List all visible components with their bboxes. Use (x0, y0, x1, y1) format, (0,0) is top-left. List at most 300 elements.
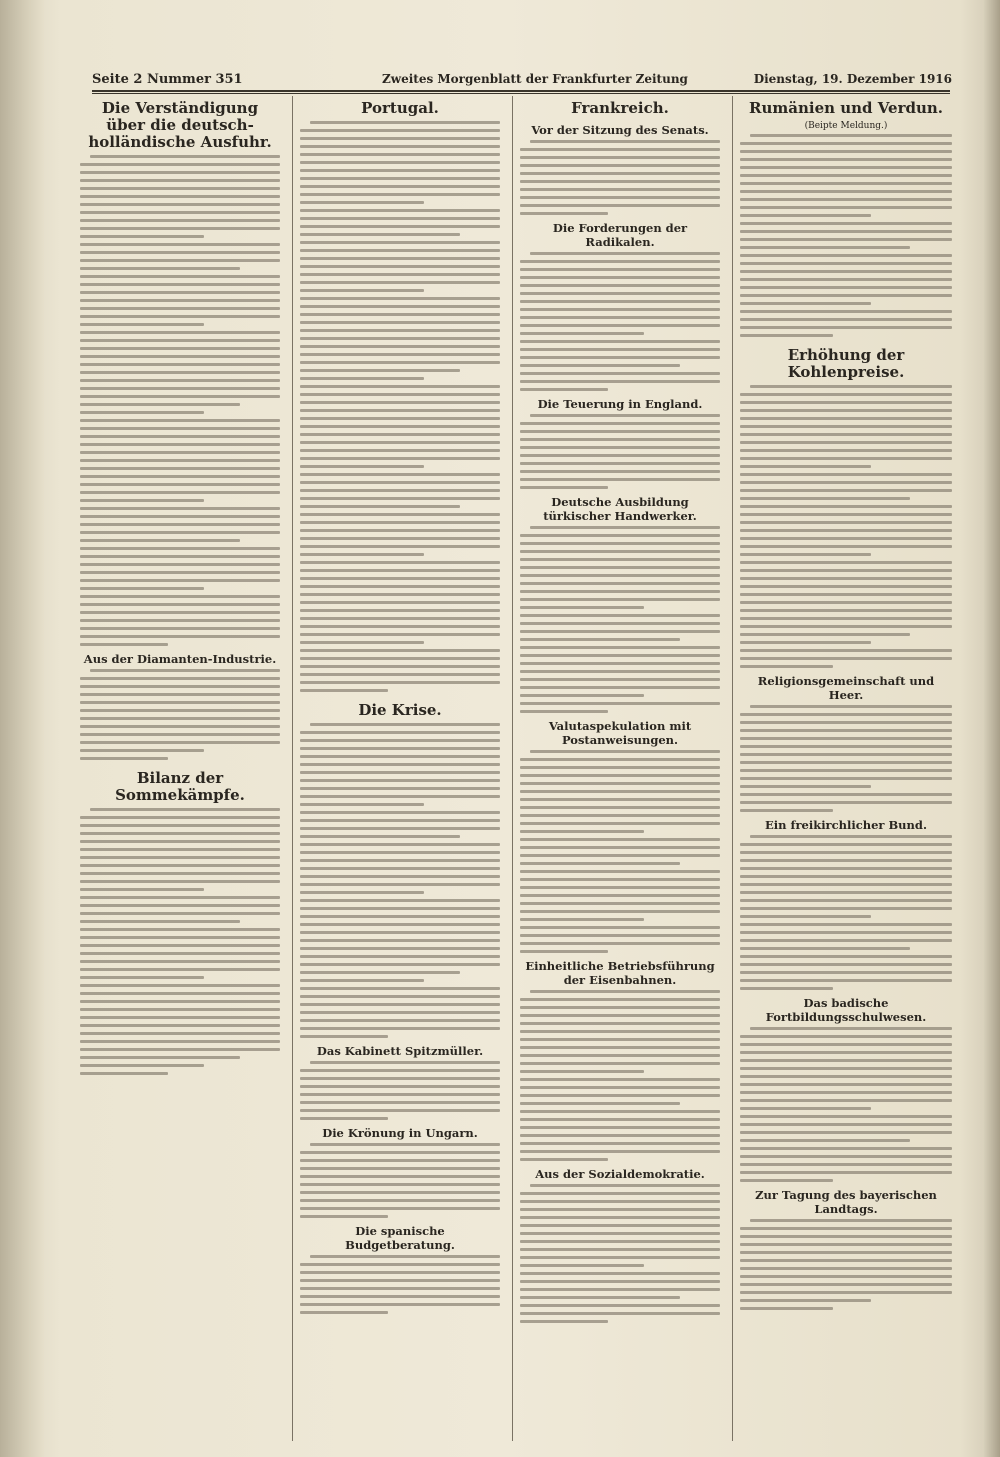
text-line (740, 963, 952, 966)
text-line (520, 1256, 720, 1259)
text-line (300, 875, 500, 878)
text-line (740, 302, 871, 305)
text-line (80, 1000, 280, 1003)
text-line (520, 470, 720, 473)
text-line (750, 705, 952, 708)
text-line (520, 798, 720, 801)
text-line (80, 379, 280, 382)
text-line (520, 598, 720, 601)
text-line (530, 526, 720, 529)
text-line (520, 1280, 720, 1283)
text-line (80, 243, 280, 246)
text-line (300, 241, 500, 244)
text-line (300, 625, 500, 628)
text-line (520, 1248, 720, 1251)
text-line (300, 225, 500, 228)
article-body (520, 526, 720, 713)
text-line (300, 361, 500, 364)
text-line (300, 771, 500, 774)
text-line (80, 936, 280, 939)
text-line (80, 483, 280, 486)
text-line (740, 1115, 952, 1118)
text-line (300, 1303, 500, 1306)
text-line (740, 899, 952, 902)
text-line (750, 1027, 952, 1030)
text-line (520, 308, 720, 311)
page-edge (984, 0, 1000, 1457)
text-line (740, 737, 952, 740)
text-line (300, 763, 500, 766)
text-line (300, 1077, 500, 1080)
text-line (80, 171, 280, 174)
text-line (300, 617, 500, 620)
article-subhead: Die Krönung in Ungarn. (322, 1126, 478, 1140)
column-3 (520, 96, 720, 1446)
text-line (520, 678, 720, 681)
text-line (80, 339, 280, 342)
text-line (300, 169, 500, 172)
article-body (520, 252, 720, 391)
text-line (80, 211, 280, 214)
text-line (520, 918, 644, 921)
text-line (300, 1191, 500, 1194)
article-body (740, 835, 952, 990)
text-line (520, 372, 720, 375)
text-line (520, 324, 720, 327)
text-line (80, 555, 280, 558)
article-body (740, 385, 952, 668)
text-line (520, 878, 720, 881)
text-line (80, 1040, 280, 1043)
text-line (740, 393, 952, 396)
text-line (520, 1312, 720, 1315)
text-line (80, 824, 280, 827)
text-line (80, 693, 280, 696)
text-line (80, 411, 204, 414)
text-line (80, 195, 280, 198)
text-line (80, 539, 240, 542)
text-line (520, 1192, 720, 1195)
text-line (520, 1216, 720, 1219)
article-body (740, 134, 952, 337)
text-line (520, 380, 720, 383)
text-line (300, 739, 500, 742)
text-line (740, 142, 952, 145)
text-line (300, 827, 500, 830)
text-line (520, 316, 720, 319)
column-divider (292, 96, 293, 1441)
text-line (300, 409, 500, 412)
text-line (520, 638, 680, 641)
text-line (740, 971, 952, 974)
text-line (80, 685, 280, 688)
text-line (740, 481, 952, 484)
text-line (520, 790, 720, 793)
text-line (740, 417, 952, 420)
text-line (740, 979, 952, 982)
text-line (80, 709, 280, 712)
text-line (80, 1024, 280, 1027)
text-line (300, 883, 500, 886)
text-line (740, 1171, 952, 1174)
text-line (740, 1139, 910, 1142)
text-line (520, 1158, 608, 1161)
text-line (80, 427, 280, 430)
text-line (300, 185, 500, 188)
text-line (300, 915, 500, 918)
text-line (520, 364, 680, 367)
text-line (80, 840, 280, 843)
text-line (520, 188, 720, 191)
text-line (520, 862, 680, 865)
text-line (740, 1035, 952, 1038)
text-line (520, 172, 720, 175)
text-line (300, 907, 500, 910)
text-line (520, 1224, 720, 1227)
text-line (740, 593, 952, 596)
text-line (740, 785, 871, 788)
text-line (80, 331, 280, 334)
text-line (80, 267, 240, 270)
text-line (740, 433, 952, 436)
text-line (300, 401, 500, 404)
text-line (300, 899, 500, 902)
text-line (300, 497, 500, 500)
text-line (80, 928, 280, 931)
text-line (520, 646, 720, 649)
text-line (80, 579, 280, 582)
text-line (300, 1069, 500, 1072)
text-line (740, 230, 952, 233)
text-line (300, 939, 500, 942)
text-line (80, 475, 280, 478)
article-headline: Portugal. (361, 99, 439, 117)
text-line (740, 585, 952, 588)
article-body (740, 705, 952, 812)
text-line (740, 1107, 871, 1110)
text-line (520, 766, 720, 769)
text-line (80, 848, 280, 851)
text-line (300, 1287, 500, 1290)
text-line (300, 193, 500, 196)
text-line (300, 835, 460, 838)
text-line (300, 217, 500, 220)
text-line (80, 355, 280, 358)
text-line (520, 1142, 720, 1145)
text-line (520, 686, 720, 689)
text-line (300, 145, 500, 148)
text-line (300, 321, 500, 324)
text-line (80, 443, 280, 446)
text-line (300, 553, 424, 556)
text-line (520, 782, 720, 785)
text-line (520, 630, 720, 633)
text-line (300, 955, 500, 958)
article-subhead: Die Teuerung in England. (537, 397, 703, 411)
text-line (520, 654, 720, 657)
text-line (520, 870, 720, 873)
text-line (520, 942, 720, 945)
text-line (740, 1059, 952, 1062)
text-line (520, 260, 720, 263)
text-line (740, 278, 952, 281)
text-line (300, 1003, 500, 1006)
text-line (740, 334, 833, 337)
text-line (80, 299, 280, 302)
text-line (300, 1117, 388, 1120)
text-line (740, 1131, 952, 1134)
text-line (80, 627, 280, 630)
text-line (740, 753, 952, 756)
binding-edge (0, 0, 44, 1457)
article-body (520, 1184, 720, 1323)
text-line (740, 166, 952, 169)
text-line (80, 451, 280, 454)
text-line (300, 465, 424, 468)
text-line (740, 891, 952, 894)
text-line (80, 363, 280, 366)
text-line (520, 1014, 720, 1017)
text-line (520, 1046, 720, 1049)
text-line (740, 505, 952, 508)
text-line (740, 761, 952, 764)
text-line (300, 1279, 500, 1282)
text-line (520, 1296, 680, 1299)
text-line (740, 553, 871, 556)
text-line (300, 819, 500, 822)
article-subhead: Das Kabinett Spitzmüller. (316, 1044, 484, 1058)
text-line (300, 963, 500, 966)
text-line (300, 273, 500, 276)
text-line (80, 491, 280, 494)
text-line (520, 1038, 720, 1041)
text-line (520, 846, 720, 849)
text-line (80, 547, 280, 550)
text-line (520, 1006, 720, 1009)
text-line (300, 1019, 500, 1022)
text-line (740, 409, 952, 412)
article-subhead: Valutaspekulation mit Postanweisungen. (548, 719, 692, 747)
text-line (90, 808, 280, 811)
text-line (300, 449, 500, 452)
text-line (300, 795, 500, 798)
text-line (520, 180, 720, 183)
text-line (520, 1240, 720, 1243)
text-line (300, 843, 500, 846)
column-divider (732, 96, 733, 1441)
text-line (80, 435, 280, 438)
text-line (740, 801, 952, 804)
text-line (740, 190, 952, 193)
text-line (300, 601, 500, 604)
text-line (740, 262, 952, 265)
article-body (520, 990, 720, 1161)
text-line (740, 947, 910, 950)
text-line (300, 987, 500, 990)
text-line (740, 1163, 952, 1166)
text-line (300, 1183, 500, 1186)
text-line (300, 369, 460, 372)
text-line (300, 851, 500, 854)
text-line (300, 569, 500, 572)
text-line (740, 745, 952, 748)
article-subhead: Die Forderungen der Radikalen. (552, 221, 688, 249)
article-body (300, 1255, 500, 1314)
text-line (80, 179, 280, 182)
text-line (750, 1219, 952, 1222)
text-line (520, 1288, 720, 1291)
text-line (300, 489, 500, 492)
text-line (520, 1070, 644, 1073)
text-line (300, 377, 424, 380)
text-line (740, 1179, 833, 1182)
text-line (740, 473, 952, 476)
text-line (300, 633, 500, 636)
text-line (740, 318, 952, 321)
text-line (80, 677, 280, 680)
article-subhead: Aus der Diamanten-Industrie. (83, 652, 277, 666)
text-line (80, 1008, 280, 1011)
text-line (80, 259, 280, 262)
text-line (300, 337, 500, 340)
issue-date: Dienstag, 19. Dezember 1916 (753, 72, 952, 86)
text-line (300, 457, 500, 460)
text-line (80, 643, 168, 646)
text-line (740, 545, 952, 548)
text-line (740, 497, 910, 500)
text-line (740, 1291, 952, 1294)
text-line (300, 995, 500, 998)
text-line (740, 577, 952, 580)
text-line (740, 326, 952, 329)
text-line (520, 590, 720, 593)
text-line (80, 992, 280, 995)
text-line (520, 1304, 720, 1307)
text-line (740, 569, 952, 572)
text-line (740, 158, 952, 161)
text-line (80, 920, 240, 923)
text-line (80, 315, 280, 318)
text-line (740, 1235, 952, 1238)
text-line (300, 1151, 500, 1154)
header-rule (92, 90, 950, 92)
text-line (520, 196, 720, 199)
text-line (750, 385, 952, 388)
article-body (80, 155, 280, 646)
text-line (520, 292, 720, 295)
text-line (300, 665, 500, 668)
text-line (740, 457, 952, 460)
text-line (520, 164, 720, 167)
text-line (300, 537, 500, 540)
text-line (300, 1175, 500, 1178)
text-line (740, 561, 952, 564)
text-line (520, 902, 720, 905)
text-line (520, 558, 720, 561)
text-line (740, 1091, 952, 1094)
article-subhead: Zur Tagung des bayerischen Landtags. (755, 1188, 937, 1216)
text-line (300, 891, 424, 894)
text-line (80, 733, 280, 736)
text-line (530, 252, 720, 255)
text-line (740, 657, 952, 660)
text-line (520, 204, 720, 207)
text-line (80, 619, 280, 622)
text-line (740, 1099, 952, 1102)
text-line (740, 721, 952, 724)
text-line (520, 1078, 720, 1081)
text-line (520, 910, 720, 913)
text-line (300, 1101, 500, 1104)
article-body (300, 121, 500, 692)
text-line (300, 1263, 500, 1266)
text-line (740, 1283, 952, 1286)
text-line (740, 182, 952, 185)
text-line (80, 307, 280, 310)
column-2 (300, 96, 500, 1446)
text-line (80, 856, 280, 859)
text-line (300, 593, 500, 596)
text-line (300, 1035, 388, 1038)
text-line (520, 670, 720, 673)
text-line (520, 276, 720, 279)
text-line (300, 177, 500, 180)
article-subhead: Ein freikirchlicher Bund. (765, 818, 927, 832)
text-line (740, 1243, 952, 1246)
text-line (740, 777, 952, 780)
article-headline: Erhöhung der Kohlenpreise. (787, 346, 905, 381)
text-line (520, 156, 720, 159)
article-headline: Rumänien und Verdun. (749, 99, 943, 117)
text-line (520, 356, 720, 359)
text-line (300, 931, 500, 934)
text-line (80, 1016, 280, 1019)
article-headline: Frankreich. (571, 99, 669, 117)
text-line (80, 467, 280, 470)
text-line (80, 531, 280, 534)
text-line (310, 723, 500, 726)
text-line (520, 894, 720, 897)
text-line (300, 385, 500, 388)
text-line (740, 729, 952, 732)
text-line (300, 1109, 500, 1112)
text-line (300, 779, 500, 782)
text-line (740, 401, 952, 404)
text-line (300, 233, 460, 236)
text-line (520, 446, 720, 449)
article-subhead: Einheitliche Betriebsführung der Eisenbahnen. (525, 959, 715, 987)
text-line (740, 851, 952, 854)
text-line (740, 537, 952, 540)
text-line (740, 1259, 952, 1262)
article-body (80, 808, 280, 1075)
text-line (300, 425, 500, 428)
text-line (740, 769, 952, 772)
text-line (300, 313, 500, 316)
text-line (520, 998, 720, 1001)
text-line (520, 454, 720, 457)
text-line (300, 417, 500, 420)
text-line (740, 665, 833, 668)
text-line (520, 1102, 680, 1105)
text-line (740, 174, 952, 177)
text-line (740, 1043, 952, 1046)
text-line (740, 270, 952, 273)
text-line (300, 731, 500, 734)
text-line (740, 449, 952, 452)
text-line (530, 140, 720, 143)
text-line (520, 662, 720, 665)
